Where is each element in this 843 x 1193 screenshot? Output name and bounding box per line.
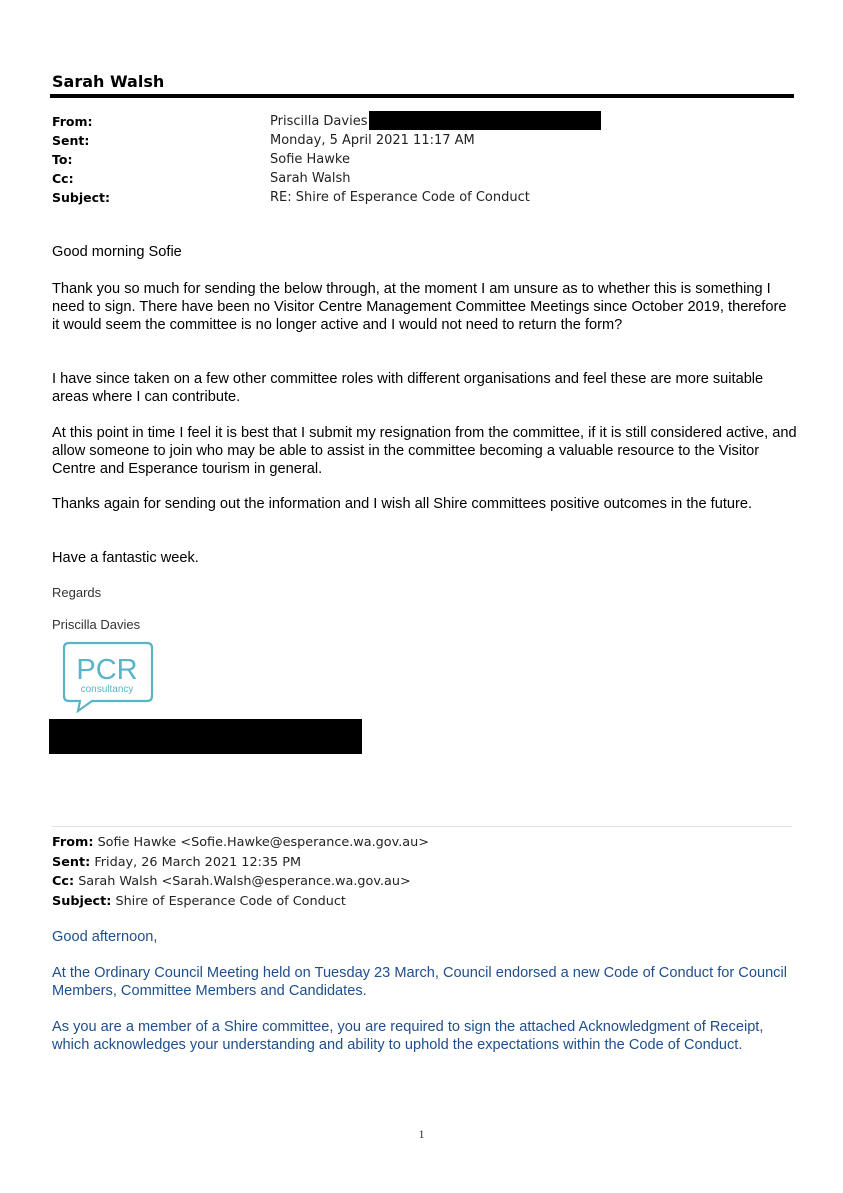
forwarded-from-line [52, 833, 429, 853]
page-title: Sarah Walsh [52, 72, 165, 91]
from-value: Priscilla Davies [270, 114, 368, 129]
forwarded-from-value: Sofie Hawke <Sofie.Hawke@esperance.wa.gov.au> [97, 835, 429, 850]
reply-closing: Have a fantastic week. [52, 550, 199, 566]
to-label: To: [52, 152, 73, 167]
logo-text-main: PCR [76, 654, 138, 686]
sent-value: Monday, 5 April 2021 11:17 AM [270, 133, 475, 148]
cc-label: Cc: [52, 171, 74, 186]
forwarded-subject-line [52, 892, 429, 912]
forwarded-greeting: Good afternoon, [52, 929, 158, 945]
reply-regards: Regards [52, 585, 102, 600]
subject-value: RE: Shire of Esperance Code of Conduct [270, 190, 530, 205]
forwarded-cc-line [52, 872, 429, 892]
forwarded-subject-label: Subject: [52, 893, 112, 909]
reply-greeting: Good morning Sofie [52, 244, 182, 260]
forwarded-subject-value: Shire of Esperance Code of Conduct [115, 893, 346, 909]
page-number: 1 [418, 1127, 425, 1141]
forwarded-cc-value: Sarah Walsh <Sarah.Walsh@esperance.wa.gov.au> [78, 874, 411, 889]
forwarded-sent-line [52, 853, 429, 873]
from-label: From: [52, 114, 93, 129]
to-value: Sofie Hawke [270, 152, 350, 167]
forwarded-from-label: From: [52, 835, 94, 850]
redaction-bar-signature [49, 719, 362, 754]
reply-paragraph-2: I have since taken on a few other committee roles with different organisations and feel these are more suitable areas where I can contribute. [52, 371, 764, 405]
reply-paragraph-3: At this point in time I feel it is best that I submit my resignation from the committee, if it is still considered active, and allow someone to join who may be able to assist in the committee becoming a valuable resource to the Visitor Centre and Esperance tourism in general. [52, 425, 797, 477]
sent-label: Sent: [52, 133, 90, 148]
title-rule [50, 94, 794, 98]
cc-value: Sarah Walsh [270, 171, 351, 186]
forwarded-paragraph-1: At the Ordinary Council Meeting held on Tuesday 23 March, Council endorsed a new Code of Conduct for Council Members, Committee Members and Candidates. [52, 965, 787, 999]
forwarded-paragraph-2: As you are a member of a Shire committee, you are required to sign the attached Acknowledgment of Receipt, which acknowledges your understanding and ability to uphold the expectations within the Code of Conduct. [52, 1019, 764, 1053]
redaction-bar-email [369, 111, 601, 130]
forwarded-cc-label: Cc: [52, 874, 75, 889]
forwarded-header [52, 833, 429, 911]
forward-divider [52, 826, 792, 827]
reply-paragraph-4: Thanks again for sending out the information and I wish all Shire committees positive outcomes in the future. [52, 496, 753, 512]
forwarded-sent-value: Friday, 26 March 2021 12:35 PM [94, 854, 302, 870]
logo-text-sub: consultancy [80, 684, 134, 695]
forwarded-sent-label: Sent: [52, 854, 91, 870]
subject-label: Subject: [52, 190, 110, 205]
reply-signature-name: Priscilla Davies [52, 617, 141, 632]
pcr-consultancy-logo [62, 641, 154, 713]
reply-paragraph-1: Thank you so much for sending the below through, at the moment I am unsure as to whether this is something I need to sign. There have been no Visitor Centre Management Committee Meetings since October 2019, therefore it would seem the committee is no longer active and I would not need to return the form? [52, 281, 787, 333]
